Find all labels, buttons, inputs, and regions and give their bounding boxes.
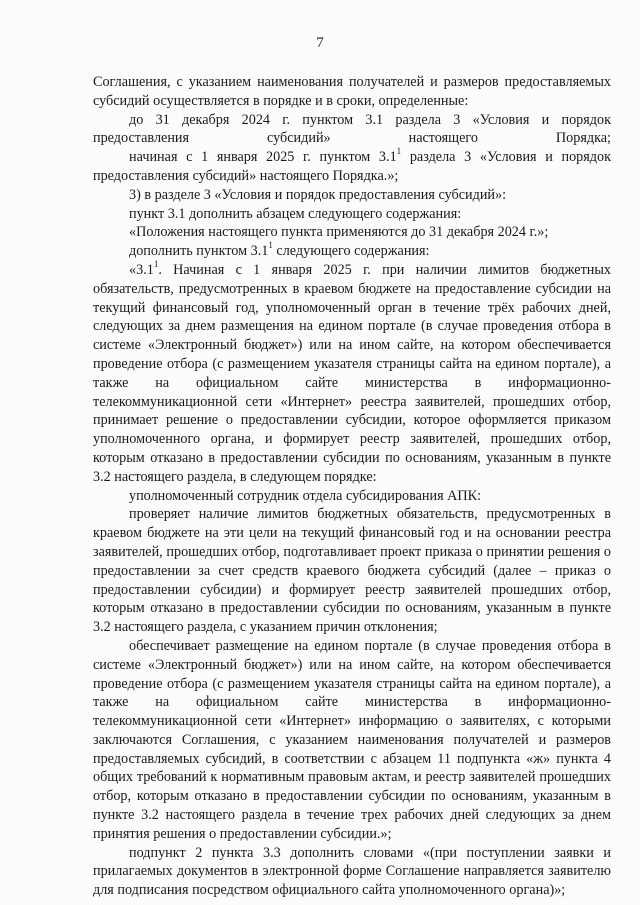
paragraph-text: проверяет наличие лимитов бюджетных обязательств, предусмотренных в краевом бюджете на эти цели на текущий финансовый год и на основании реестра заявителей, прошедших отбор, подготавливает проект приказа о принятии решения о предоставлении за счет средств краевого бюджета субсидий (далее – приказ о предоставлении субсидии) и формирует реестр заявителей прошедших отбор, которым отказано в предоставлении субсидии по основаниям, указанным в пункте 3.2 настоящего раздела, с указанием причин отклонения; [93,506,611,636]
paragraph-text: «Положения настоящего пункта применяются до 31 декабря 2024 г.»; [129,224,549,241]
paragraph-text: следующего содержания: [272,243,430,260]
paragraph [93,223,611,242]
paragraph-text: 3) в разделе 3 «Условия и порядок предоставления субсидий»: [129,186,507,203]
superscript: 1 [268,240,273,251]
paragraph-text: дополнить пунктом 3.1 [129,243,269,260]
paragraph [93,242,611,261]
paragraph [93,148,611,186]
paragraph [93,111,611,149]
paragraph [93,186,611,205]
paragraph-text: Соглашения, с указанием наименования получателей и размеров предоставляемых субсидий осуществляется в порядке и в сроки, определенные: [93,74,611,109]
paragraph-text: «3.1 [129,261,154,278]
paragraph-text: начиная с 1 января 2025 г. пунктом 3.1 [129,149,397,166]
superscript: 1 [396,146,402,157]
paragraph-text: до 31 декабря 2024 г. пунктом 3.1 раздела 3 «Условия и порядок предоставления субсидий» настоящего Порядка; [93,111,611,147]
paragraph [93,844,611,900]
superscript: 1 [153,259,159,270]
paragraph-text: подпункт 2 пункта 3.3 дополнить словами «(при поступлении заявки и прилагаемых документов в электронной форме Соглашение направляется заявителю для подписания посредством официального сайта уполномоченного органа)»; [93,844,611,899]
paragraph-text: уполномоченный сотрудник отдела субсидирования АПК: [129,487,482,504]
paragraph [93,637,611,844]
page-number: 7 [316,35,324,51]
paragraph [93,487,611,506]
document-body [93,73,611,900]
paragraph [93,261,611,487]
paragraph [93,505,611,637]
paragraph-text: раздела 3 «Условия и порядок предоставления субсидий» настоящего Порядка.»; [93,149,611,184]
paragraph-text: обеспечивает размещение на едином портале (в случае проведения отбора в системе «Электронный бюджет») или на ином сайте, на котором обеспечивается проведение отбора (с размещением указателя страницы сайта на едином портале), а также на официальном сайте министерства в информационно-телекоммуникационной сети «Интернет» информацию о заявителях, с которыми заключаются Соглашения, с указанием наименования получателей и размеров предоставляемых субсидий, в соответствии с абзацем 11 подпункта «ж» пункта 4 общих требований к нормативным правовым актам, и реестр заявителей прошедших отбор, которым отказано в предоставлении субсидии по основаниям, указанным в пункте 3.2 настоящего раздела в течение трех рабочих дней следующих за днем принятия решения о предоставлении субсидии.»; [93,637,611,842]
paragraph-text: . Начиная с 1 января 2025 г. при наличии лимитов бюджетных обязательств, предусмотренных в краевом бюджете на предоставление субсидии на текущий финансовый год, уполномоченный орган в течение трёх рабочих дней, следующих за днем размещения на едином портале (в случае проведения отбора в системе «Электронный бюджет») или на ином сайте, на котором обеспечивается проведение отбора (с размещением указателя страницы сайта на едином портале), а также на официальном сайте министерства в информационно-телекоммуникационной сети «Интернет» реестра заявителей, прошедших отбор, принимает решение о предоставлении субсидии, которое оформляется приказом уполномоченного органа, и формирует реестр заявителей, прошедших отбор, которым отказано в предоставлении субсидии по основаниям, указанным в пункте 3.2 настоящего раздела, в следующем порядке: [93,261,611,485]
paragraph [93,205,611,224]
paragraph [93,73,611,111]
paragraph-text: пункт 3.1 дополнить абзацем следующего содержания: [129,205,462,222]
